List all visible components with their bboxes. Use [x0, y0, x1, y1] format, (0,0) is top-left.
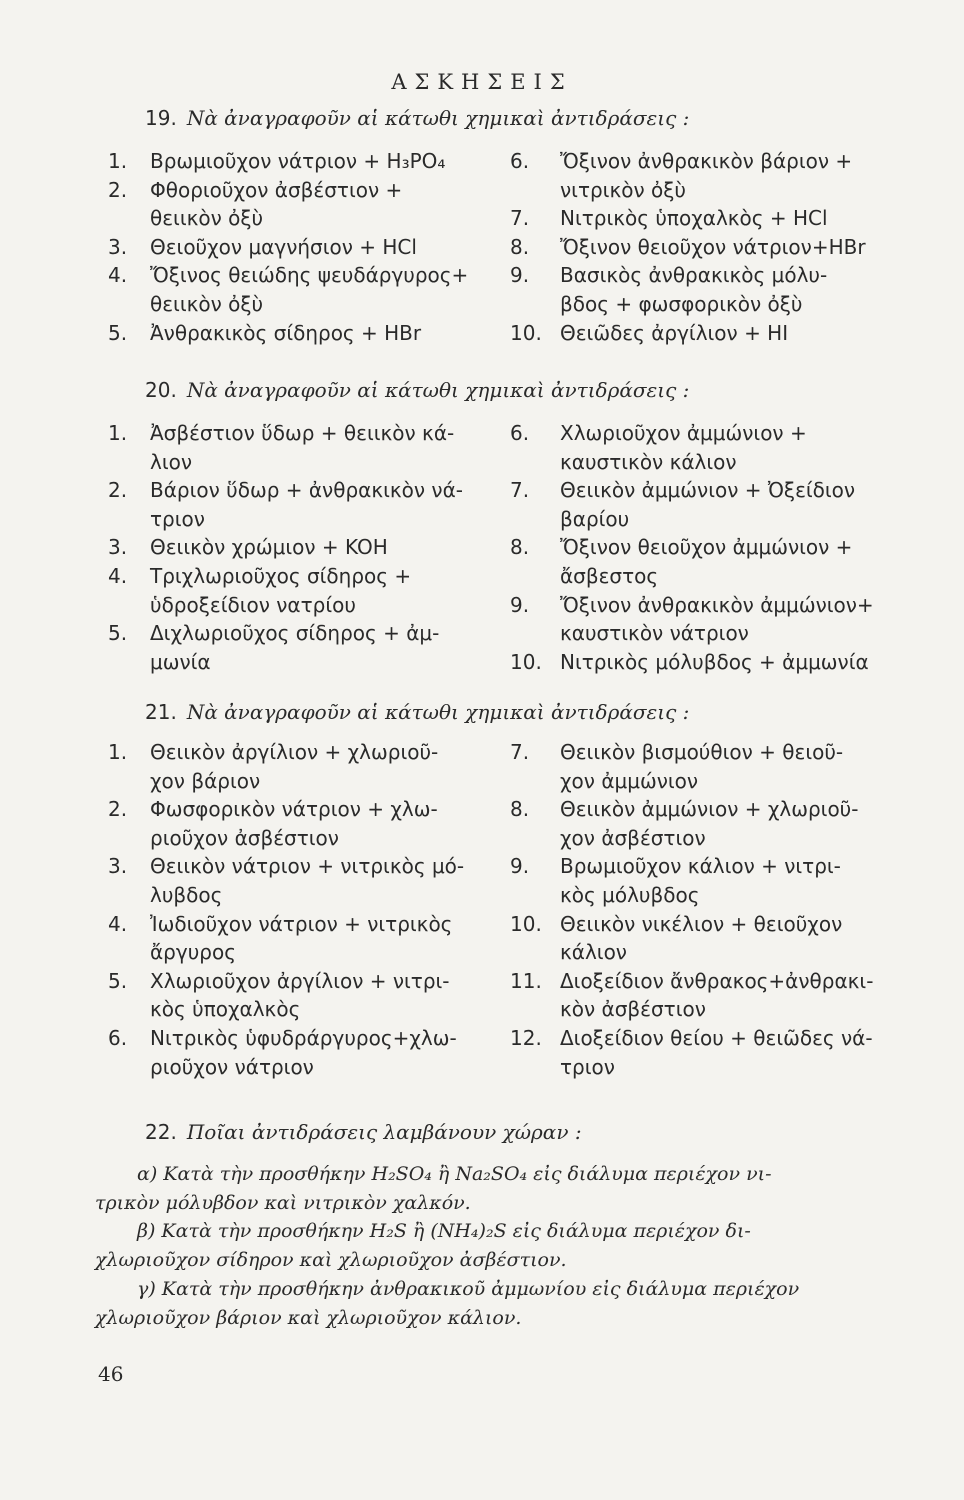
item-text-line: Ὄξινον θειοῦχον νάτριον+HBr: [560, 234, 866, 259]
exercise-21-right-column: [510, 738, 900, 1081]
reaction-item: [510, 910, 900, 967]
item-text-line: Βρωμιοῦχον νάτριον + H₃PO₄: [150, 149, 446, 173]
item-text-line: θειικὸν ὀξὺ: [150, 206, 264, 231]
item-number: 3.: [108, 234, 128, 259]
item-text-line: Νιτρικὸς μόλυβδος + ἀμμωνία: [560, 649, 869, 674]
item-number: 4.: [108, 911, 128, 936]
item-number: 1.: [108, 740, 128, 764]
item-text-line: λιον: [150, 449, 193, 474]
item-text-line: κὸν ἀσβέστιον: [560, 997, 706, 1022]
item-text-line: Διχλωριοῦχος σίδηρος + ἀμ-: [150, 621, 440, 646]
exercise-20-heading: [145, 378, 689, 402]
item-text-line: Βάριον ὕδωρ + ἀνθρακικὸν νά-: [150, 478, 464, 503]
item-text-line: μωνία: [150, 649, 211, 674]
item-text-line: καυστικὸν κάλιον: [560, 449, 737, 474]
exercise-19-right-column: [510, 147, 900, 347]
item-text-line: Ὄξινος θειώδης ψευδάργυρος+: [150, 263, 469, 288]
reaction-item: [510, 319, 900, 348]
reaction-item: [510, 591, 900, 648]
item-number: 2.: [108, 177, 128, 202]
item-text-line: Διοξείδιον θείου + θειῶδες νά-: [560, 1025, 873, 1050]
item-text-line: τριον: [560, 1054, 615, 1079]
item-number: 10.: [510, 649, 542, 674]
item-text-line: Θειικὸν χρώμιον + KOH: [150, 535, 388, 560]
exercise-21-left-column: [108, 738, 508, 1081]
item-text-line: Θειοῦχον μαγνήσιον + HCl: [150, 234, 417, 259]
item-number: 2.: [108, 478, 128, 503]
exercise-question: Ποῖαι ἀντιδράσεις λαμβάνουν χώραν :: [186, 1120, 582, 1144]
item-number: 9.: [510, 592, 530, 617]
item-number: 1.: [108, 421, 128, 445]
exercise-20-right-column: [510, 419, 900, 676]
reaction-item: [108, 533, 508, 562]
item-number: 7.: [510, 478, 530, 503]
item-number: 2.: [108, 797, 128, 822]
item-text-line: Βασικὸς ἀνθρακικὸς μόλυ-: [560, 263, 828, 288]
exercise-instruction: Νὰ ἀναγραφοῦν αἱ κάτωθι χημικαὶ ἀντιδράσεις :: [186, 106, 690, 130]
item-text-line: Τριχλωριοῦχος σίδηρος +: [150, 563, 412, 588]
item-text-line: βαρίου: [560, 506, 630, 531]
item-text-line: Θειικὸν νικέλιον + θειοῦχον: [560, 911, 843, 936]
item-text-line: χον ἀμμώνιον: [560, 768, 699, 793]
item-text-line: ἄργυρος: [150, 940, 236, 965]
item-text-line: τριον: [150, 506, 205, 531]
item-text-line: βδος + φωσφορικὸν ὀξὺ: [560, 291, 803, 316]
item-text-line: Νιτρικὸς ὑφυδράργυρος+χλω-: [150, 1025, 457, 1050]
item-text-line: Χλωριοῦχον ἀμμώνιον +: [560, 421, 807, 445]
question-line: χλωριοῦχον βάριον καὶ χλωριοῦχον κάλιον.: [95, 1307, 522, 1329]
item-text-line: ριοῦχον νάτριον: [150, 1054, 314, 1079]
reaction-item: [510, 419, 900, 476]
reaction-item: [108, 1024, 508, 1081]
item-number: 10.: [510, 320, 542, 345]
item-text-line: ριοῦχον ἀσβέστιον: [150, 825, 339, 850]
reaction-item: [510, 738, 900, 795]
reaction-item: [108, 967, 508, 1024]
exercise-instruction: Νὰ ἀναγραφοῦν αἱ κάτωθι χημικαὶ ἀντιδράσεις :: [186, 378, 690, 402]
reaction-item: [510, 147, 900, 204]
question-line: χλωριοῦχον σίδηρον καὶ χλωριοῦχον ἀσβέστιον.: [95, 1249, 567, 1271]
question-line: γ) Κατὰ τὴν προσθήκην ἀνθρακικοῦ ἀμμωνίου εἰς διάλυμα περιέχον: [137, 1278, 800, 1300]
reaction-item: [108, 419, 508, 476]
exercise-19-heading: [145, 106, 689, 130]
question-line: τρικὸν μόλυβδον καὶ νιτρικὸν χαλκόν.: [95, 1192, 471, 1214]
item-text-line: Διοξείδιον ἄνθρακος+ἀνθρακι-: [560, 968, 874, 993]
item-text-line: λυβδος: [150, 882, 223, 907]
item-number: 9.: [510, 263, 530, 288]
item-text-line: θειικὸν ὀξὺ: [150, 291, 264, 316]
reaction-item: [510, 233, 900, 262]
item-text-line: ὑδροξείδιον νατρίου: [150, 592, 356, 617]
item-text-line: χον ἀσβέστιον: [560, 825, 706, 850]
item-text-line: Θειικὸν ἀμμώνιον + Ὀξείδιον: [560, 478, 856, 503]
page-number: 46: [98, 1362, 124, 1386]
item-number: 8.: [510, 234, 530, 259]
item-number: 3.: [108, 854, 128, 879]
exercise-20-left-column: [108, 419, 508, 676]
item-text-line: Ἀνθρακικὸς σίδηρος + HBr: [150, 320, 422, 345]
exercise-22-heading: [145, 1120, 582, 1144]
item-number: 6.: [108, 1025, 128, 1050]
item-number: 11.: [510, 968, 542, 993]
exercise-number: 21.: [145, 700, 177, 724]
reaction-item: [510, 476, 900, 533]
reaction-item: [510, 261, 900, 318]
exercise-number: 20.: [145, 378, 177, 402]
item-text-line: κὸς μόλυβδος: [560, 882, 700, 907]
reaction-item: [108, 233, 508, 262]
question-line: α) Κατὰ τὴν προσθήκην H₂SO₄ ἢ Na₂SO₄ εἰς διάλυμα περιέχον νι-: [137, 1163, 772, 1185]
item-text-line: ἄσβεστος: [560, 563, 659, 588]
item-text-line: νιτρικὸν ὀξὺ: [560, 177, 686, 202]
item-number: 7.: [510, 740, 530, 764]
item-text-line: Ἀσβέστιον ὕδωρ + θειικὸν κά-: [150, 421, 455, 445]
reaction-item: [108, 476, 508, 533]
item-number: 4.: [108, 263, 128, 288]
reaction-item: [108, 852, 508, 909]
item-text-line: Θειῶδες ἀργίλιον + HI: [560, 320, 789, 345]
reaction-item: [108, 910, 508, 967]
item-number: 1.: [108, 149, 128, 173]
reaction-item: [510, 533, 900, 590]
reaction-item: [108, 319, 508, 348]
item-text-line: κὸς ὑποχαλκὸς: [150, 997, 301, 1022]
exercise-number: 22.: [145, 1120, 177, 1144]
item-text-line: Φθοριοῦχον ἀσβέστιον +: [150, 177, 403, 202]
item-number: 3.: [108, 535, 128, 560]
reaction-item: [108, 795, 508, 852]
item-text-line: Βρωμιοῦχον κάλιον + νιτρι-: [560, 854, 841, 879]
item-text-line: κάλιον: [560, 940, 627, 965]
item-text-line: Ὄξινον ἀνθρακικὸν ἀμμώνιον+: [560, 592, 874, 617]
exercise-instruction: Νὰ ἀναγραφοῦν αἱ κάτωθι χημικαὶ ἀντιδράσεις :: [186, 700, 690, 724]
reaction-item: [510, 795, 900, 852]
item-number: 6.: [510, 149, 530, 173]
item-text-line: Χλωριοῦχον ἀργίλιον + νιτρι-: [150, 968, 450, 993]
item-number: 5.: [108, 320, 128, 345]
reaction-item: [510, 648, 900, 677]
reaction-item: [108, 619, 508, 676]
item-number: 6.: [510, 421, 530, 445]
page-title: ΑΣΚΗΣΕΙΣ: [391, 70, 573, 94]
item-text-line: Θειικὸν νάτριον + νιτρικὸς μό-: [150, 854, 465, 879]
item-number: 5.: [108, 968, 128, 993]
item-text-line: Φωσφορικὸν νάτριον + χλω-: [150, 797, 438, 822]
item-text-line: Ὄξινον ἀνθρακικὸν βάριον +: [560, 149, 853, 173]
item-text-line: Ὄξινον θειοῦχον ἀμμώνιον +: [560, 535, 853, 560]
item-text-line: Θειικὸν βισμούθιον + θειοῦ-: [560, 740, 844, 764]
reaction-item: [510, 1024, 900, 1081]
item-text-line: χον βάριον: [150, 768, 261, 793]
item-number: 7.: [510, 206, 530, 231]
item-text-line: Ἰωδιοῦχον νάτριον + νιτρικὸς: [150, 911, 453, 936]
exercise-19-left-column: [108, 147, 508, 347]
exercise-number: 19.: [145, 106, 177, 130]
item-number: 5.: [108, 621, 128, 646]
question-line: β) Κατὰ τὴν προσθήκην H₂S ἢ (NH₄)₂S εἰς διάλυμα περιέχον δι-: [137, 1220, 751, 1242]
item-number: 8.: [510, 797, 530, 822]
reaction-item: [510, 852, 900, 909]
item-number: 8.: [510, 535, 530, 560]
exercise-21-heading: [145, 700, 689, 724]
reaction-item: [108, 147, 508, 176]
item-text-line: Νιτρικὸς ὑποχαλκὸς + HCl: [560, 206, 828, 231]
reaction-item: [108, 176, 508, 233]
reaction-item: [510, 204, 900, 233]
item-number: 10.: [510, 911, 542, 936]
item-number: 9.: [510, 854, 530, 879]
reaction-item: [108, 562, 508, 619]
item-number: 4.: [108, 563, 128, 588]
item-text-line: Θειικὸν ἀμμώνιον + χλωριοῦ-: [560, 797, 859, 822]
item-text-line: καυστικὸν νάτριον: [560, 621, 749, 646]
reaction-item: [510, 967, 900, 1024]
item-text-line: Θειικὸν ἀργίλιον + χλωριοῦ-: [150, 740, 439, 764]
reaction-item: [108, 261, 508, 318]
reaction-item: [108, 738, 508, 795]
item-number: 12.: [510, 1025, 542, 1050]
